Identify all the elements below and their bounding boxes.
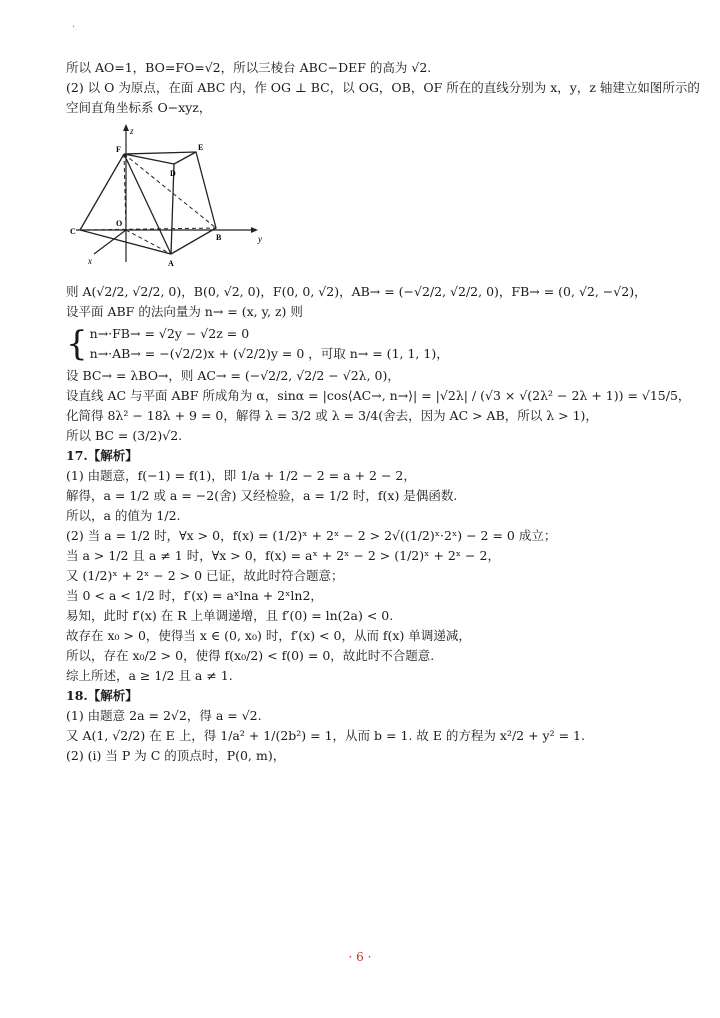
point-label-C: C: [70, 227, 76, 236]
page-number: · 6 ·: [348, 950, 372, 964]
text-line-23: (1) 由题意 2a = 2√2，得 a = √2.: [66, 708, 262, 723]
section-heading-17: 17.【解析】: [66, 448, 138, 463]
text-line-8: 设 BC→ = λBO→，则 AC→ = (−√2/2, √2/2 − √2λ, 0)，: [66, 368, 400, 383]
point-label-B: B: [216, 233, 222, 242]
text-line-11: 所以 BC = (3/2)√2.: [66, 428, 183, 443]
text-line-1: 所以 AO=1，BO=FO=√2，所以三棱台 ABC−DEF 的高为 √2.: [66, 60, 432, 75]
system-equation-2: n→·AB→ = −(√2/2)x + (√2/2)y = 0 ，可取 n→ = (1, 1, 1)，: [89, 346, 449, 361]
text-line-20: 故存在 x₀ > 0，使得当 x ∈ (0, x₀) 时，f′(x) < 0，从而 f(x) 单调递减，: [66, 628, 471, 643]
text-line-9: 设直线 AC 与平面 ABF 所成角为 α，sinα = |cos⟨AC→, n→⟩| = |√2λ| / (√3 × √(2λ² − 2λ + 1)) = √15/5，: [66, 388, 691, 403]
text-line-4: 则 A(√2/2, √2/2, 0)，B(0, √2, 0)，F(0, 0, √2)，AB→ = (−√2/2, √2/2, 0)，FB→ = (0, √2, −√2)，: [66, 284, 647, 299]
text-line-3: 空间直角坐标系 O−xyz，: [66, 100, 212, 115]
page-content: [66, 58, 700, 766]
text-line-18: 当 0 < a < 1/2 时，f′(x) = aˣlna + 2ˣln2，: [66, 588, 323, 603]
point-label-O: O: [116, 219, 123, 228]
point-label-E: E: [198, 143, 204, 152]
equation-system: [66, 324, 666, 364]
header-mark: ·: [72, 22, 76, 33]
section-heading-18: 18.【解析】: [66, 688, 138, 703]
coordinate-figure: [66, 122, 266, 272]
text-line-13: 解得，a = 1/2 或 a = −2(舍) 又经检验，a = 1/2 时，f(x) 是偶函数.: [66, 488, 458, 503]
text-line-5: 设平面 ABF 的法向量为 n→ = (x, y, z) 则: [66, 304, 303, 319]
text-line-14: 所以，a 的值为 1/2.: [66, 508, 181, 523]
system-brace: {: [66, 324, 88, 364]
text-line-22: 综上所述，a ≥ 1/2 且 a ≠ 1.: [66, 668, 233, 683]
axis-label-z: z: [130, 126, 134, 136]
axis-label-x: x: [88, 256, 92, 266]
axis-label-y: y: [258, 234, 262, 244]
text-line-12: (1) 由题意，f(−1) = f(1)，即 1/a + 1/2 − 2 = a + 2 − 2，: [66, 468, 416, 483]
point-label-D: D: [170, 169, 176, 178]
text-line-19: 易知，此时 f′(x) 在 R 上单调递增，且 f′(0) = ln(2a) < 0.: [66, 608, 394, 623]
text-line-25: (2) (i) 当 P 为 C 的顶点时，P(0, m)，: [66, 748, 286, 763]
text-line-17: 又 (1/2)ˣ + 2ˣ − 2 > 0 已证，故此时符合题意；: [66, 568, 344, 583]
system-equation-1: n→·FB→ = √2y − √2z = 0: [89, 326, 250, 341]
text-line-21: 所以，存在 x₀/2 > 0，使得 f(x₀/2) < f(0) = 0，故此时不合题意.: [66, 648, 435, 663]
text-line-2: (2) 以 O 为原点，在面 ABC 内，作 OG ⊥ BC，以 OG，OB，OF 所在的直线分别为 x，y，z 轴建立如图所示的: [66, 80, 700, 95]
text-line-15: (2) 当 a = 1/2 时，∀x > 0，f(x) = (1/2)ˣ + 2ˣ − 2 > 2√((1/2)ˣ·2ˣ) − 2 = 0 成立；: [66, 528, 557, 543]
text-line-24: 又 A(1, √2/2) 在 E 上，得 1/a² + 1/(2b²) = 1，从而 b = 1. 故 E 的方程为 x²/2 + y² = 1.: [66, 728, 585, 743]
point-label-A: A: [168, 259, 174, 268]
text-line-10: 化简得 8λ² − 18λ + 9 = 0，解得 λ = 3/2 或 λ = 3/4(舍去，因为 AC > AB，所以 λ > 1)，: [66, 408, 598, 423]
point-label-F: F: [116, 145, 121, 154]
text-line-16: 当 a > 1/2 且 a ≠ 1 时，∀x > 0，f(x) = aˣ + 2ˣ − 2 > (1/2)ˣ + 2ˣ − 2，: [66, 548, 500, 563]
